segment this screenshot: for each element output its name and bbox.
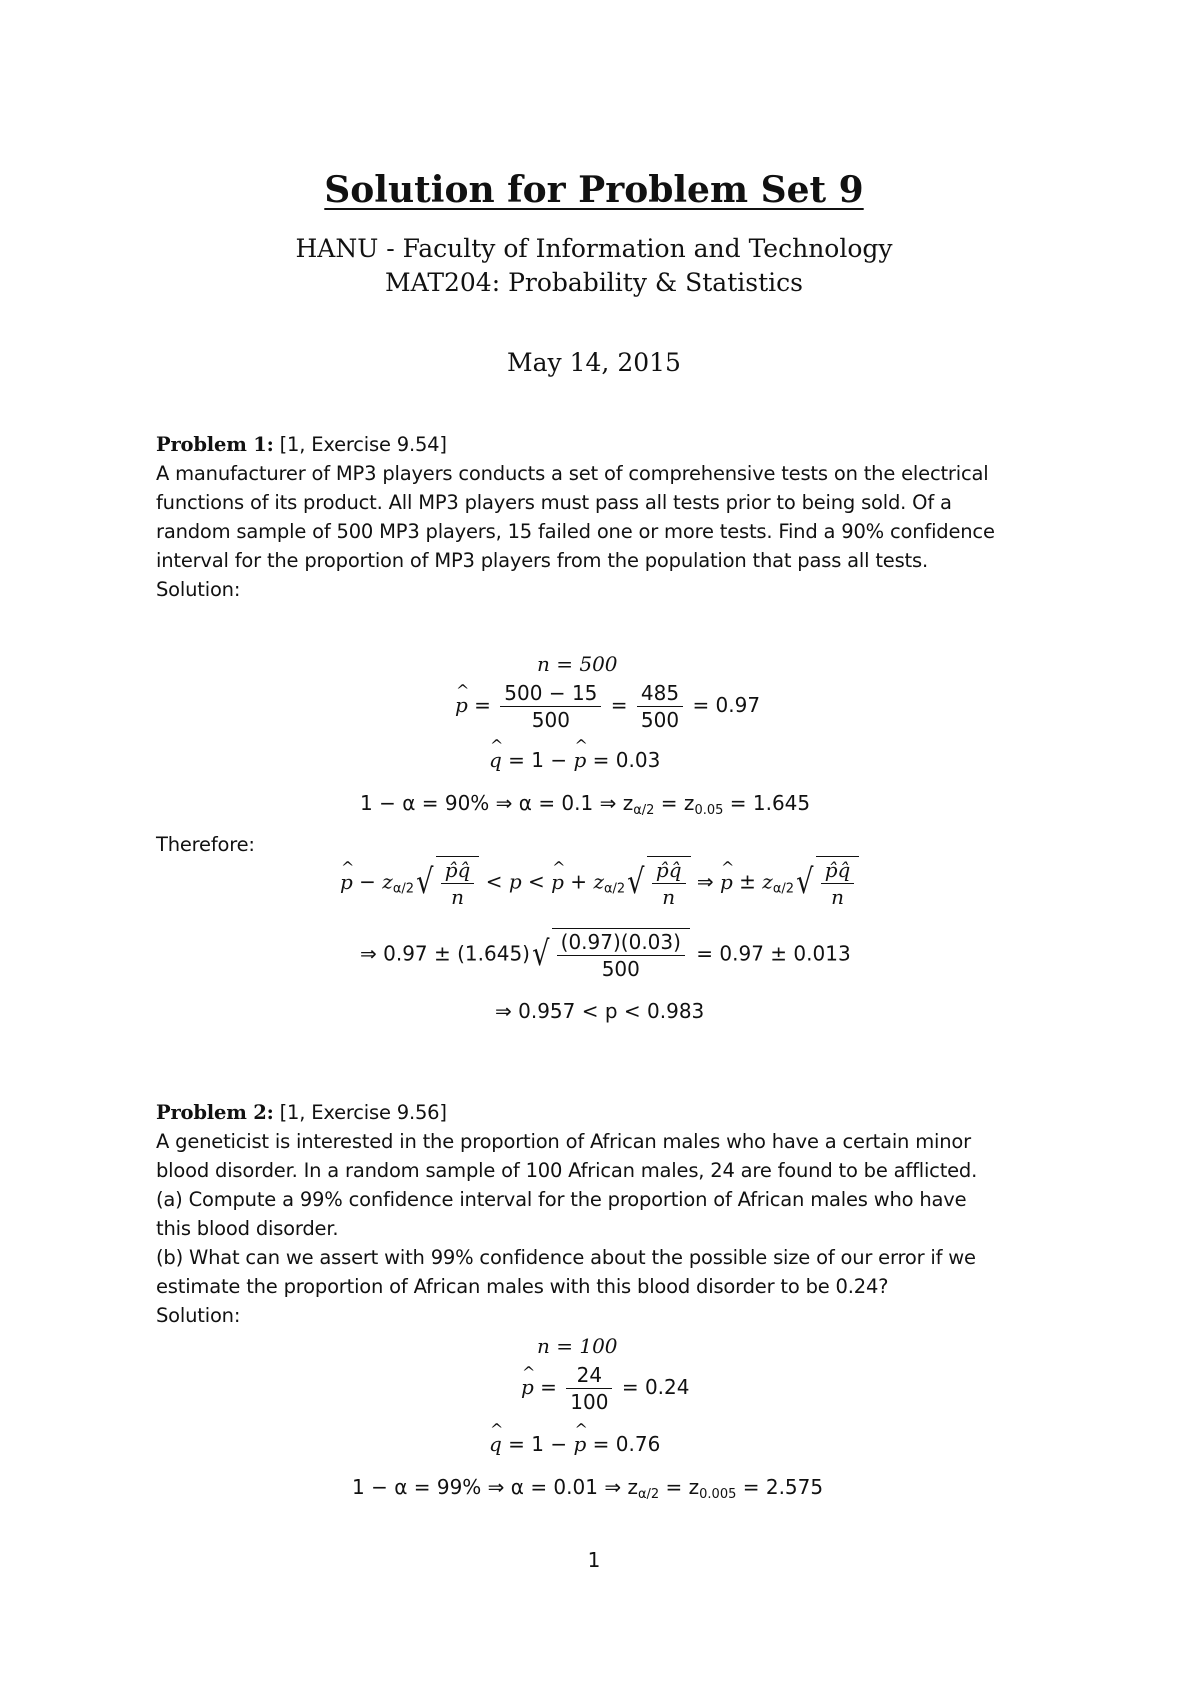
document-date: May 14, 2015: [507, 348, 681, 377]
n-equation: n = 100: [537, 1334, 618, 1358]
problem-2-ref: [1, Exercise 9.56]: [279, 1101, 447, 1124]
alpha-equation: 1 − α = 99% ⇒ α = 0.01 ⇒ $z_{\alpha/2} = z_{0.005} = 2.575$: [352, 1475, 824, 1502]
solution-label: Solution:: [156, 1304, 241, 1327]
faculty-line: HANU - Faculty of Information and Technology: [295, 234, 893, 263]
problem-2-line: (b) What can we assert with 99% confidence about the possible size of our error if we: [156, 1246, 976, 1269]
q-hat-equation: ^ q = 1 − ^ p = 0.03: [489, 746, 660, 774]
problem-2-line: estimate the proportion of African males with this blood disorder to be 0.24?: [156, 1275, 889, 1298]
q-hat-equation: ^ q = 1 − ^ p = 0.76: [489, 1430, 660, 1458]
ci-numeric: ⇒ 0.97 ± (1.645) √ $\frac{(0.97)(0.03)}{500}$ = 0.97 ± 0.013: [360, 930, 851, 981]
fraction: $\frac{485}{500}$: [637, 680, 683, 733]
p-hat-symbol: ^ p: [455, 691, 468, 719]
course-line: MAT204: Probability & Statistics: [385, 268, 803, 297]
alpha-equation: 1 − α = 90% ⇒ α = 0.1 ⇒ $z_{\alpha/2} = z_{0.05} = 1.645$: [360, 791, 811, 818]
problem-2-line: (a) Compute a 99% confidence interval for the proportion of African males who have: [156, 1188, 967, 1211]
problem-2-line: this blood disorder.: [156, 1217, 339, 1240]
p-hat-equation: ^ p = $\frac{24}{100}$ = 0.24: [521, 1362, 690, 1415]
n-equation: n = 500: [537, 652, 618, 676]
page-number: 1: [587, 1548, 601, 1572]
problem-1-ref: [1, Exercise 9.54]: [279, 433, 447, 456]
problem-1-text: [156, 430, 1056, 604]
problem-2-text: [156, 1098, 1056, 1330]
therefore-label: Therefore:: [156, 833, 255, 856]
document-title: Solution for Problem Set 9: [324, 169, 864, 211]
p-hat-equation: ^ p = $\frac{500 - 15}{500}$ = $\frac{485}{500}$ = 0.97: [455, 680, 760, 733]
problem-2-line: A geneticist is interested in the proportion of African males who have a certain minor: [156, 1130, 971, 1153]
solution-label: Solution:: [156, 578, 241, 601]
problem-1-line: functions of its product. All MP3 players must pass all tests prior to being sold. Of a: [156, 491, 952, 514]
problem-1-line: random sample of 500 MP3 players, 15 failed one or more tests. Find a 90% confidence: [156, 520, 995, 543]
problem-1-line: A manufacturer of MP3 players conducts a set of comprehensive tests on the electrical: [156, 462, 989, 485]
fraction: $\frac{500 - 15}{500}$: [500, 680, 601, 733]
ci-final: ⇒ 0.957 < p < 0.983: [495, 999, 705, 1023]
problem-1-label: Problem 1:: [156, 433, 274, 456]
ci-formula: ^ $p - z_{\alpha/2}$ √ $\frac{p̂q̂}{n}$ < p < ^ $p + z_{\alpha/2}$ √ $\frac{p̂q̂}{n}$ ⇒ ^ $p \pm z_{\alpha/2}$ √ $\frac{p̂q̂}{n}$: [340, 856, 859, 910]
problem-1-line: interval for the proportion of MP3 players from the population that pass all tests.: [156, 549, 928, 572]
problem-2-label: Problem 2:: [156, 1101, 274, 1124]
problem-2-line: blood disorder. In a random sample of 100 African males, 24 are found to be afflicted.: [156, 1159, 978, 1182]
